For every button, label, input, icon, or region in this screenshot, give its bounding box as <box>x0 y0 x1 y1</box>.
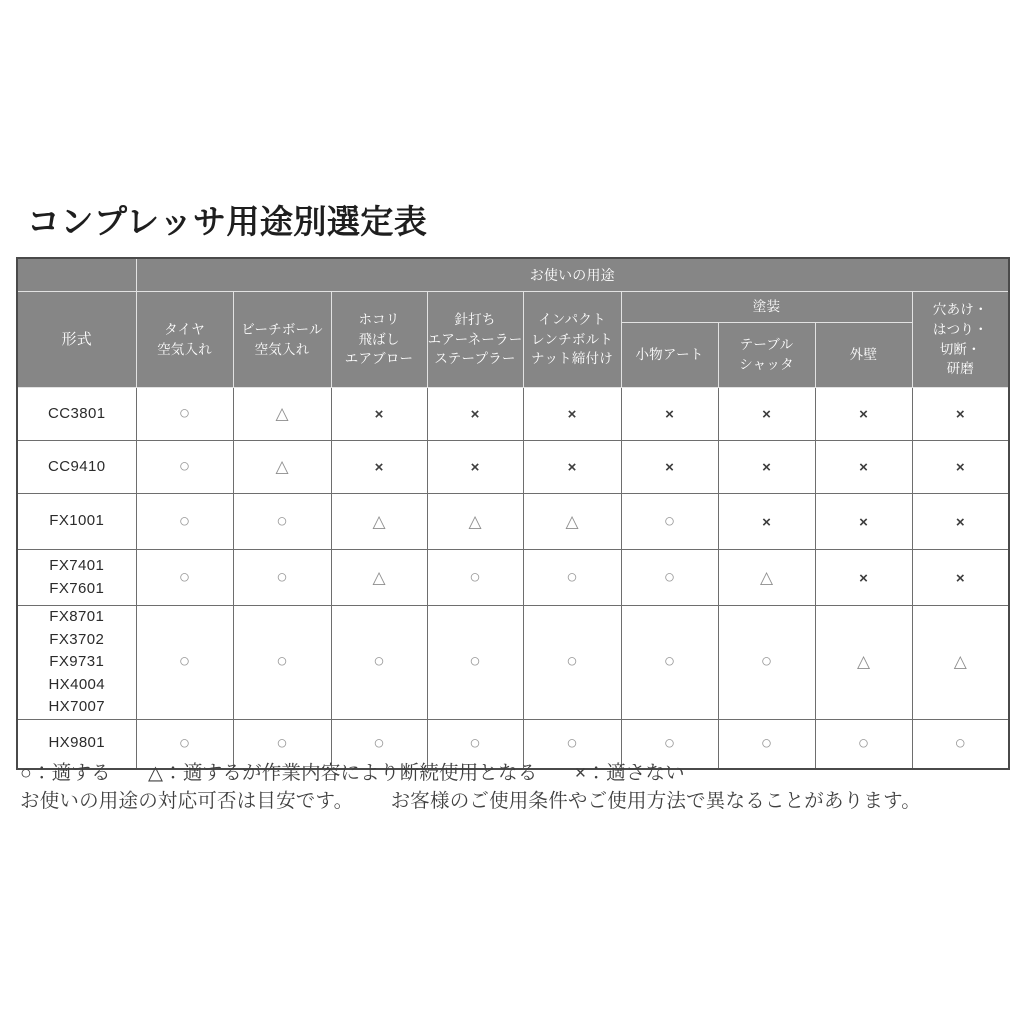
cell-blow <box>331 441 427 494</box>
cell-impact <box>523 441 621 494</box>
model-cell: CC3801 <box>17 388 136 441</box>
mark-triangle-icon: △ <box>953 652 967 672</box>
mark-cross-icon: × <box>955 406 965 423</box>
legend-circle: ○：適する <box>20 762 111 784</box>
cell-tire <box>136 441 233 494</box>
mark-circle-icon: ○ <box>178 651 191 673</box>
mark-circle-icon: ○ <box>469 651 481 673</box>
cell-table <box>718 388 815 441</box>
mark-circle-icon: ○ <box>178 732 191 754</box>
disclaimer-line <box>20 788 1014 816</box>
header-col-nail-label: 針打ち エアーネーラー ステープラー <box>427 312 523 367</box>
mark-circle-icon: ○ <box>566 732 578 754</box>
cell-art <box>621 494 718 550</box>
cell-table <box>718 441 815 494</box>
cell-blow <box>331 494 427 550</box>
mark-circle-icon: ○ <box>954 732 967 754</box>
mark-circle-icon: ○ <box>276 732 288 754</box>
cell-wall <box>815 550 912 606</box>
legend-triangle: △：適するが作業内容により断続使用となる <box>148 762 538 784</box>
table-body <box>17 388 1009 769</box>
mark-circle-icon: ○ <box>663 510 676 532</box>
header-col-impact-label: インパクト レンチボルト ナット締付け <box>531 312 613 367</box>
header-model: 形式 <box>17 292 136 388</box>
mark-circle-icon: ○ <box>276 510 288 532</box>
cell-beach <box>233 606 331 720</box>
cell-art <box>621 441 718 494</box>
cell-tire <box>136 388 233 441</box>
header-col-wall-label: 外壁 <box>849 347 878 363</box>
mark-triangle-icon: △ <box>275 404 289 423</box>
mark-circle-icon: ○ <box>373 651 385 673</box>
mark-triangle-icon: △ <box>856 652 871 672</box>
cell-blow <box>331 550 427 606</box>
legend-line <box>20 760 1014 788</box>
model-cell: FX8701 FX3702 FX9731 HX4004 HX7007 <box>17 606 136 720</box>
header-col-blow <box>331 292 427 388</box>
cell-impact <box>523 606 621 720</box>
mark-cross-icon: × <box>374 459 384 476</box>
mark-cross-icon: × <box>567 459 577 476</box>
header-col-art-label: 小物アート <box>635 347 704 363</box>
selection-table-wrapper <box>16 257 1008 770</box>
cell-art <box>621 606 718 720</box>
mark-triangle-icon: △ <box>372 567 386 587</box>
model-cell: CC9410 <box>17 441 136 494</box>
cell-wall <box>815 494 912 550</box>
cell-impact <box>523 388 621 441</box>
disclaimer-part1: お使いの用途の対応可否は目安です。 <box>20 789 354 812</box>
mark-cross-icon: × <box>762 513 771 531</box>
mark-circle-icon: ○ <box>663 732 676 754</box>
header-col-blow-label: ホコリ 飛ばし エアブロー <box>344 312 414 367</box>
header-col-impact <box>523 292 621 388</box>
cell-wall <box>815 441 912 494</box>
mark-circle-icon: ○ <box>566 651 578 673</box>
mark-circle-icon: ○ <box>663 651 676 673</box>
cell-beach <box>233 494 331 550</box>
mark-cross-icon: × <box>955 569 965 587</box>
legend-cross: ×：適さない <box>574 762 685 784</box>
header-col-beach <box>233 292 331 388</box>
cell-drill <box>912 388 1009 441</box>
mark-circle-icon: ○ <box>373 732 385 754</box>
mark-circle-icon: ○ <box>276 651 288 673</box>
table-row <box>17 550 1009 606</box>
cell-impact <box>523 494 621 550</box>
cell-blow <box>331 606 427 720</box>
mark-circle-icon: ○ <box>663 566 676 588</box>
cell-tire <box>136 550 233 606</box>
model-cell: FX7401 FX7601 <box>17 550 136 606</box>
header-col-table <box>718 323 815 388</box>
mark-circle-icon: ○ <box>566 566 578 588</box>
cell-nail <box>427 494 523 550</box>
header-corner-blank <box>17 258 136 292</box>
mark-cross-icon: × <box>665 406 674 423</box>
header-col-drill <box>912 292 1009 388</box>
header-col-nail <box>427 292 523 388</box>
header-paint-group: 塗装 <box>621 292 912 323</box>
header-col-art <box>621 323 718 388</box>
cell-tire <box>136 494 233 550</box>
mark-cross-icon: × <box>762 459 771 476</box>
cell-drill <box>912 441 1009 494</box>
mark-cross-icon: × <box>470 459 480 476</box>
cell-table <box>718 494 815 550</box>
mark-cross-icon: × <box>859 513 868 531</box>
compressor-selection-table <box>16 257 1010 770</box>
header-col-beach-label: ビーチボール 空気入れ <box>241 321 323 357</box>
mark-cross-icon: × <box>374 406 384 423</box>
cell-beach <box>233 550 331 606</box>
mark-circle-icon: ○ <box>178 510 191 532</box>
header-col-wall <box>815 323 912 388</box>
mark-circle-icon: ○ <box>178 566 191 588</box>
header-row-group-title <box>17 258 1009 292</box>
mark-cross-icon: × <box>859 569 868 587</box>
mark-circle-icon: ○ <box>178 456 191 477</box>
cell-nail <box>427 550 523 606</box>
mark-circle-icon: ○ <box>857 732 870 754</box>
header-usage-group: お使いの用途 <box>136 258 1009 292</box>
cell-drill <box>912 606 1009 720</box>
mark-cross-icon: × <box>665 459 674 476</box>
table-row <box>17 606 1009 720</box>
cell-nail <box>427 388 523 441</box>
cell-impact <box>523 550 621 606</box>
cell-wall <box>815 388 912 441</box>
disclaimer-part2: お客様のご使用条件やご使用方法で異なることがあります。 <box>390 789 921 812</box>
header-col-tire <box>136 292 233 388</box>
cell-nail <box>427 606 523 720</box>
mark-circle-icon: ○ <box>469 566 481 588</box>
page-title: コンプレッサ用途別選定表 <box>27 203 428 240</box>
table-row <box>17 494 1009 550</box>
mark-circle-icon: ○ <box>276 566 288 588</box>
header-col-table-label: テーブル シャッタ <box>739 337 794 372</box>
mark-triangle-icon: △ <box>275 457 289 476</box>
table-row <box>17 441 1009 494</box>
model-cell: FX1001 <box>17 494 136 550</box>
mark-cross-icon: × <box>955 513 965 531</box>
mark-circle-icon: ○ <box>469 732 481 754</box>
table-head <box>17 258 1009 388</box>
mark-cross-icon: × <box>762 406 771 423</box>
mark-cross-icon: × <box>859 459 868 476</box>
model-cell: HX9801 <box>17 719 136 769</box>
cell-drill <box>912 550 1009 606</box>
mark-cross-icon: × <box>859 406 868 423</box>
table-row <box>17 388 1009 441</box>
cell-beach <box>233 388 331 441</box>
mark-circle-icon: ○ <box>178 403 191 424</box>
header-col-tire-label: タイヤ 空気入れ <box>157 321 212 357</box>
cell-nail <box>427 441 523 494</box>
header-row-main <box>17 292 1009 323</box>
cell-table <box>718 606 815 720</box>
cell-beach <box>233 441 331 494</box>
cell-wall <box>815 606 912 720</box>
cell-blow <box>331 388 427 441</box>
cell-table <box>718 550 815 606</box>
cell-drill <box>912 494 1009 550</box>
mark-cross-icon: × <box>567 406 577 423</box>
cell-art <box>621 550 718 606</box>
mark-circle-icon: ○ <box>760 651 773 673</box>
mark-circle-icon: ○ <box>760 732 773 754</box>
mark-triangle-icon: △ <box>759 567 774 587</box>
mark-cross-icon: × <box>955 459 965 476</box>
mark-triangle-icon: △ <box>372 511 386 531</box>
header-col-drill-label: 穴あけ・ はつり・ 切断・ 研磨 <box>932 302 988 377</box>
mark-triangle-icon: △ <box>565 511 579 531</box>
legend-and-disclaimer <box>20 760 1014 815</box>
cell-tire <box>136 606 233 720</box>
mark-triangle-icon: △ <box>468 511 482 531</box>
mark-cross-icon: × <box>470 406 480 423</box>
cell-art <box>621 388 718 441</box>
